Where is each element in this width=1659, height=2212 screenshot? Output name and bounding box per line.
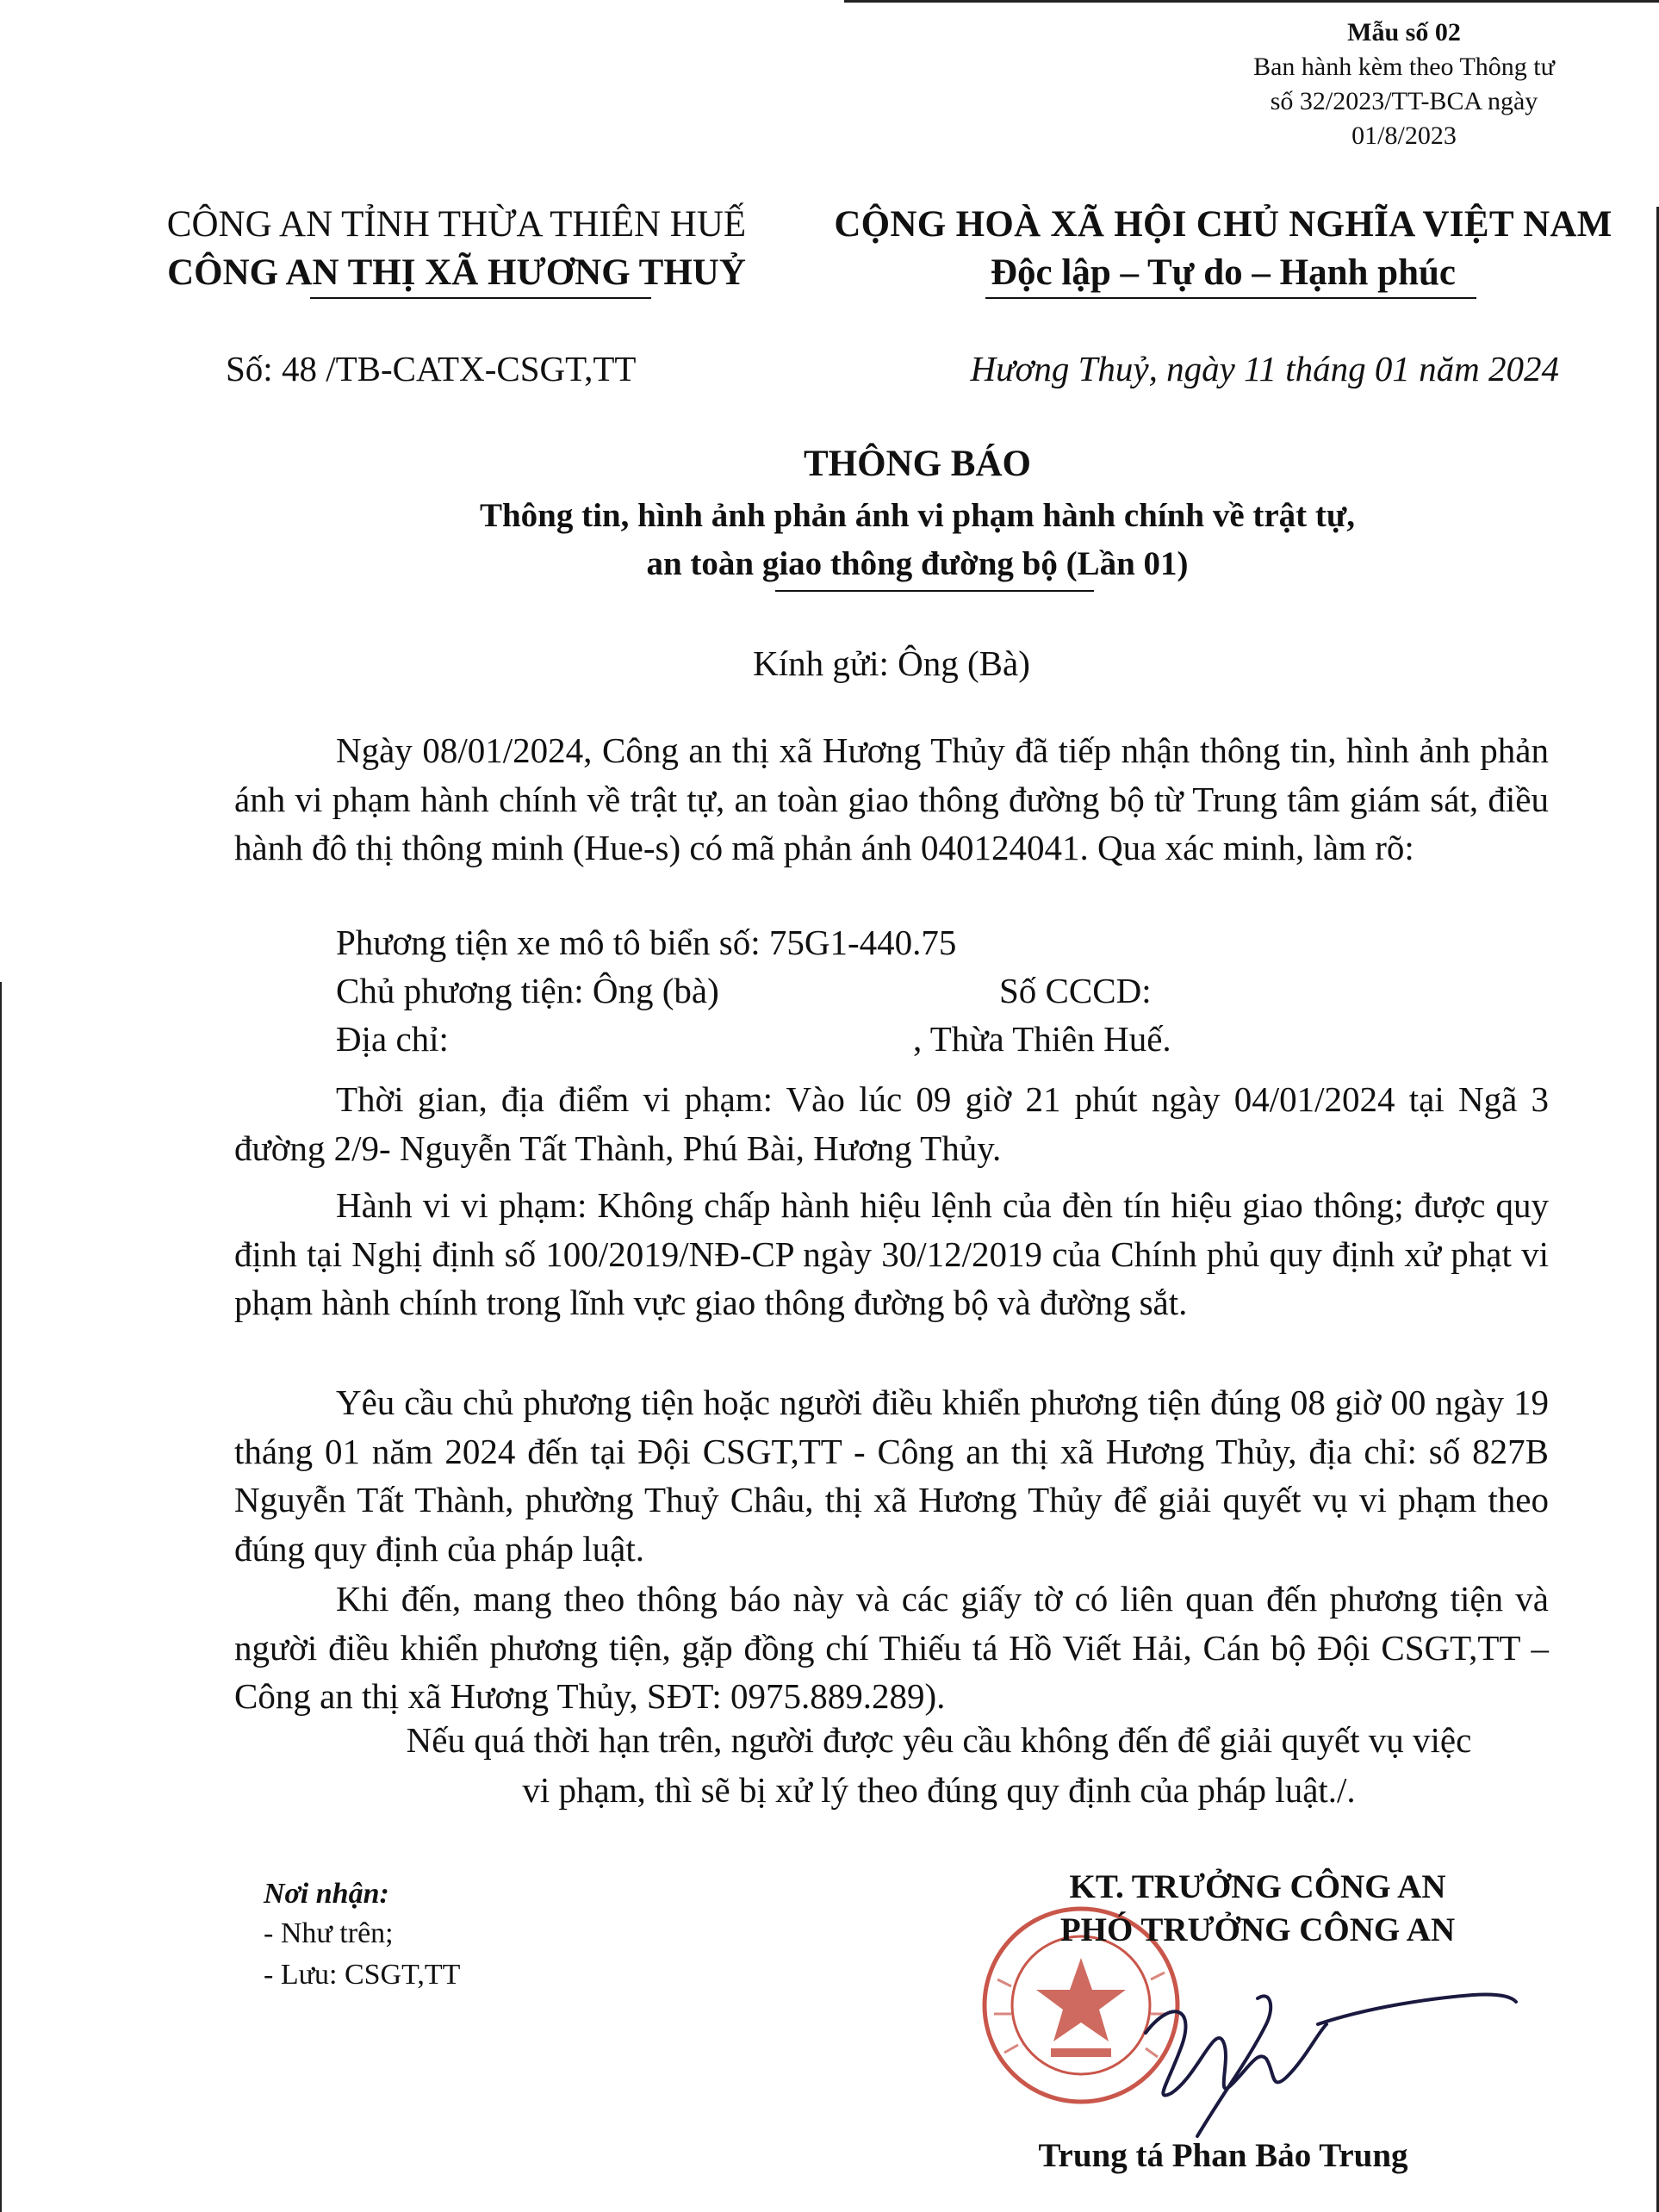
warning-line1: Nếu quá thời hạn trên, người được yêu cầu không đến để giải quyết vụ việc	[406, 1720, 1472, 1760]
nation-motto: Độc lập – Tự do – Hạnh phúc	[991, 252, 1456, 293]
vehicle-line: Phương tiện xe mô tô biển số: 75G1-440.75	[336, 923, 957, 962]
body-request-text: Yêu cầu chủ phương tiện hoặc người điều khiển phương tiện đúng 08 giờ 00 ngày 19 tháng 01 năm 2024 đến tại Đội CSGT,TT - Công an thị xã Hương Thủy, địa chỉ: số 827B Nguyễn Tất Thành, phường Thuỷ Châu, thị xã Hương Thủy để giải quyết vụ vi phạm theo đúng quy định của pháp luật.	[234, 1382, 1549, 1569]
doc-subtitle-line1: Thông tin, hình ảnh phản ánh vi phạm hành chính về trật tự,	[479, 497, 1356, 534]
form-note-line1: Ban hành kèm theo Thông tư	[1253, 53, 1555, 81]
address-suffix: , Thừa Thiên Huế.	[913, 1019, 1171, 1059]
recipients-item-2: - Lưu: CSGT,TT	[264, 1959, 461, 1991]
body-bring-text: Khi đến, mang theo thông báo này và các giấy tờ có liên quan đến phương tiện và người điều khiển phương tiện, gặp đồng chí Thiếu tá Hồ Viết Hải, Cán bộ Đội CSGT,TT – Công an thị xã Hương Thủy, SĐT: 0975.889.289).	[234, 1579, 1549, 1716]
body-intro	[234, 726, 1549, 873]
scan-edge-left	[0, 982, 2, 2212]
recipients-heading: Nơi nhận:	[264, 1878, 389, 1910]
form-number: Mẫu số 02	[1347, 18, 1461, 47]
body-violation-text: Hành vi vi phạm: Không chấp hành hiệu lệnh của đèn tín hiệu giao thông; được quy định tại Nghị định số 100/2019/NĐ-CP ngày 30/12/2019 của Chính phủ quy định xử phạt vi phạm hành chính trong lĩnh vực giao thông đường bộ và đường sắt.	[234, 1185, 1549, 1322]
body-time-place	[234, 1075, 1549, 1172]
nation-name: CỘNG HOÀ XÃ HỘI CHỦ NGHĨA VIỆT NAM	[834, 204, 1612, 245]
scan-edge-top	[844, 0, 1659, 3]
form-note-line3: 01/8/2023	[1351, 121, 1457, 150]
body-intro-text: Ngày 08/01/2024, Công an thị xã Hương Thủy đã tiếp nhận thông tin, hình ảnh phản ánh vi phạm hành chính về trật tự, an toàn giao thông đường bộ từ Trung tâm giám sát, điều hành đô thị thông minh (Hue-s) có mã phản ánh 040124041. Qua xác minh, làm rõ:	[234, 730, 1549, 867]
owner-line: Chủ phương tiện: Ông (bà)	[336, 971, 719, 1010]
address-label: Địa chỉ:	[336, 1019, 449, 1059]
signer-name: Trung tá Phan Bảo Trung	[1038, 2137, 1408, 2174]
doc-subtitle-line2: an toàn giao thông đường bộ (Lần 01)	[646, 545, 1189, 582]
subtitle-underline	[775, 590, 1094, 592]
body-violation	[234, 1181, 1549, 1327]
citizen-id-label: Số CCCD:	[999, 971, 1152, 1010]
body-bring	[234, 1575, 1549, 1721]
warning-line2: vi phạm, thì sẽ bị xử lý theo đúng quy định của pháp luật./.	[522, 1770, 1356, 1810]
signature-title-line2: PHÓ TRƯỞNG CÔNG AN	[1059, 1911, 1456, 1948]
form-note-line2: số 32/2023/TT-BCA ngày	[1270, 87, 1538, 115]
body-request	[234, 1378, 1549, 1573]
doc-title: THÔNG BÁO	[803, 444, 1031, 484]
place-date: Hương Thuỷ, ngày 11 tháng 01 năm 2024	[970, 349, 1559, 388]
agency-name: CÔNG AN THỊ XÃ HƯƠNG THUỶ	[167, 252, 746, 293]
recipient-line: Kính gửi: Ông (Bà)	[753, 643, 1030, 683]
agency-underline	[310, 297, 651, 299]
signature-title-line1: KT. TRƯỞNG CÔNG AN	[1069, 1868, 1446, 1905]
recipients-item-1: - Như trên;	[264, 1917, 394, 1949]
agency-parent: CÔNG AN TỈNH THỪA THIÊN HUẾ	[166, 204, 747, 245]
motto-underline	[985, 297, 1476, 299]
body-time-place-text: Thời gian, địa điểm vi phạm: Vào lúc 09 giờ 21 phút ngày 04/01/2024 tại Ngã 3 đường 2/9- Nguyễn Tất Thành, Phú Bài, Hương Thủy.	[234, 1079, 1549, 1168]
doc-number: Số: 48 /TB-CATX-CSGT,TT	[226, 349, 637, 388]
